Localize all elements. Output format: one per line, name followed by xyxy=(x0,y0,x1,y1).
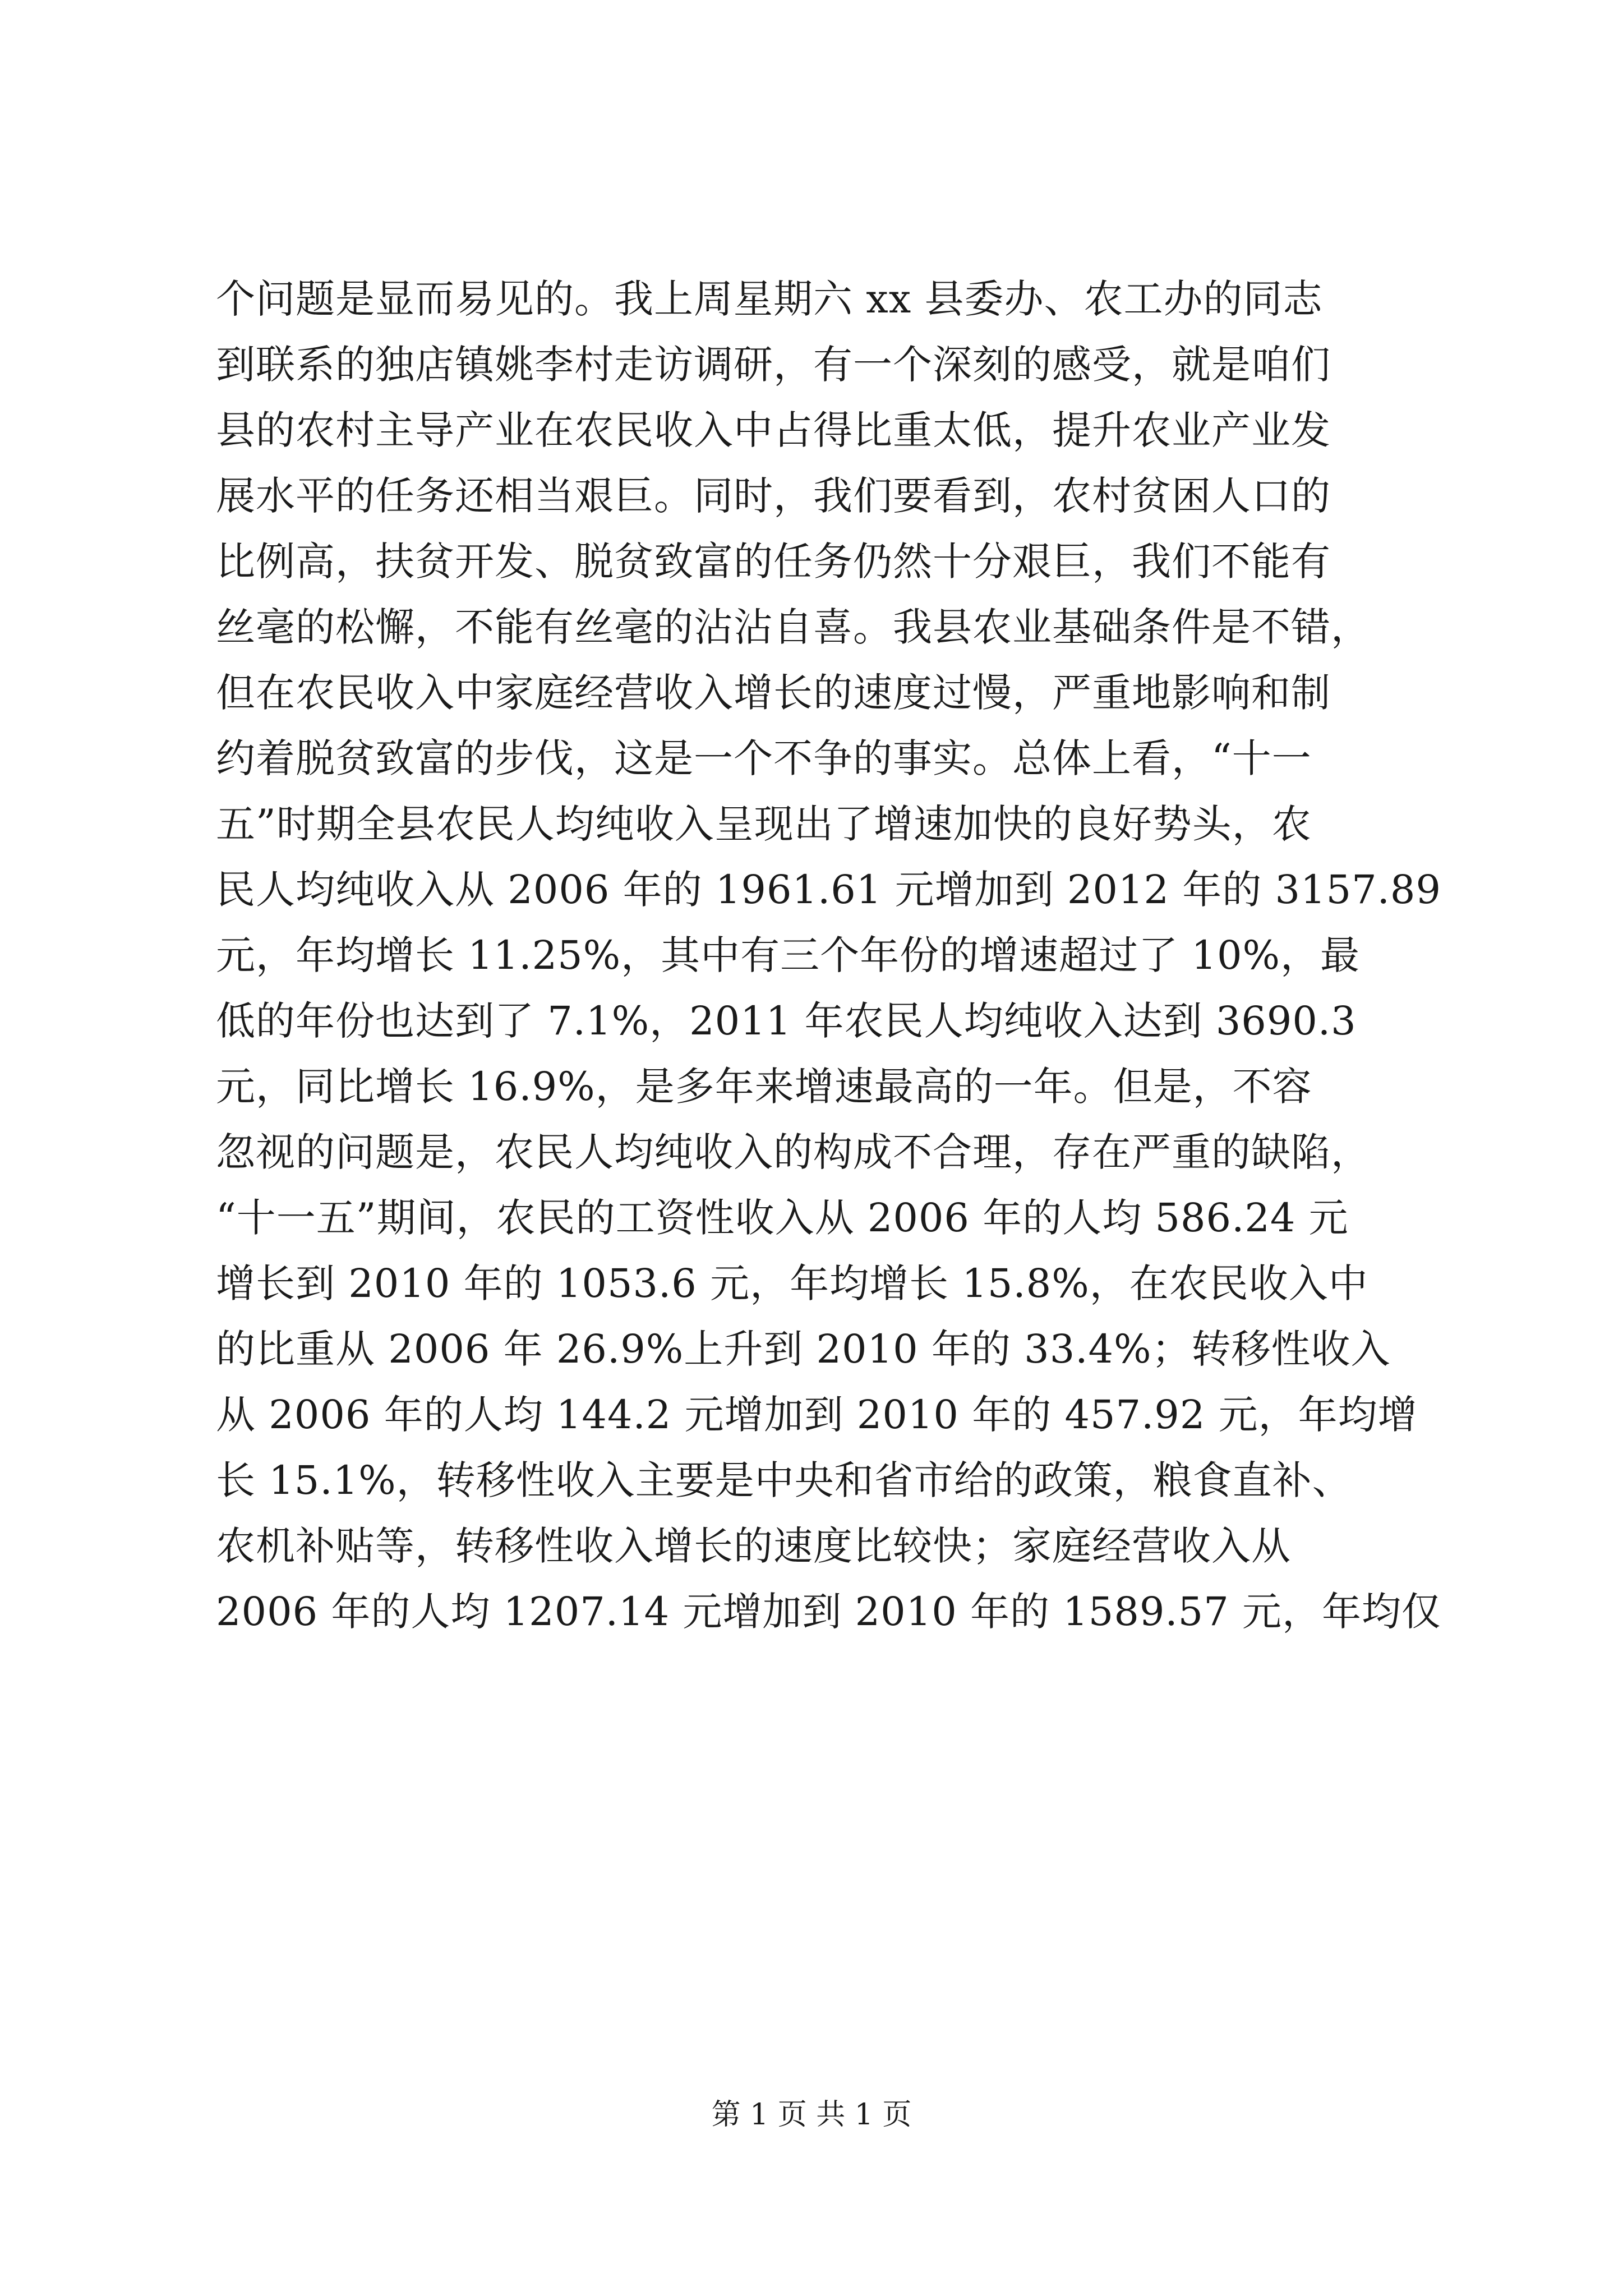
text-line: 丝毫的松懈，不能有丝毫的沾沾自喜。我县农业基础条件是不错， xyxy=(216,604,1371,650)
text-line: 从 2006 年的人均 144.2 元增加到 2010 年的 457.92 元，年均增 xyxy=(216,1392,1418,1438)
text-line: 元，同比增长 16.9%，是多年来增速最高的一年。但是，不容 xyxy=(216,1064,1312,1110)
page-number-footer: 第 1 页 共 1 页 xyxy=(711,2098,912,2132)
text-line: 元，年均增长 11.25%，其中有三个年份的增速超过了 10%，最 xyxy=(216,932,1360,978)
text-line: 增长到 2010 年的 1053.6 元，年均增长 15.8%，在农民收入中 xyxy=(216,1260,1368,1306)
text-line: 到联系的独店镇姚李村走访调研，有一个深刻的感受，就是咱们 xyxy=(216,342,1331,388)
text-line: 忽视的问题是，农民人均纯收入的构成不合理，存在严重的缺陷， xyxy=(216,1129,1371,1175)
text-line: 但在农民收入中家庭经营收入增长的速度过慢，严重地影响和制 xyxy=(216,670,1331,716)
text-line: 的比重从 2006 年 26.9%上升到 2010 年的 33.4%；转移性收入 xyxy=(216,1326,1391,1372)
text-line: 低的年份也达到了 7.1%，2011 年农民人均纯收入达到 3690.3 xyxy=(216,998,1357,1044)
text-line: 2006 年的人均 1207.14 元增加到 2010 年的 1589.57 元，年均仅 xyxy=(216,1589,1441,1635)
text-line: 约着脱贫致富的步伐，这是一个不争的事实。总体上看，“十一 xyxy=(216,735,1312,781)
text-line: 五”时期全县农民人均纯收入呈现出了增速加快的良好势头，农 xyxy=(216,801,1312,847)
text-line: 展水平的任务还相当艰巨。同时，我们要看到，农村贫困人口的 xyxy=(216,473,1331,519)
text-line: 县的农村主导产业在农民收入中占得比重太低，提升农业产业发 xyxy=(216,407,1331,453)
body-text xyxy=(216,266,1441,1645)
text-line: 长 15.1%，转移性收入主要是中央和省市给的政策，粮食直补、 xyxy=(216,1457,1352,1503)
text-line: 农机补贴等，转移性收入增长的速度比较快；家庭经营收入从 xyxy=(216,1523,1291,1569)
text-line: 个问题是显而易见的。我上周星期六 xx 县委办、农工办的同志 xyxy=(216,276,1323,322)
text-line: “十一五”期间，农民的工资性收入从 2006 年的人均 586.24 元 xyxy=(216,1195,1349,1241)
text-line: 比例高，扶贫开发、脱贫致富的任务仍然十分艰巨，我们不能有 xyxy=(216,539,1331,585)
text-line: 民人均纯收入从 2006 年的 1961.61 元增加到 2012 年的 3157.89 xyxy=(216,867,1441,913)
